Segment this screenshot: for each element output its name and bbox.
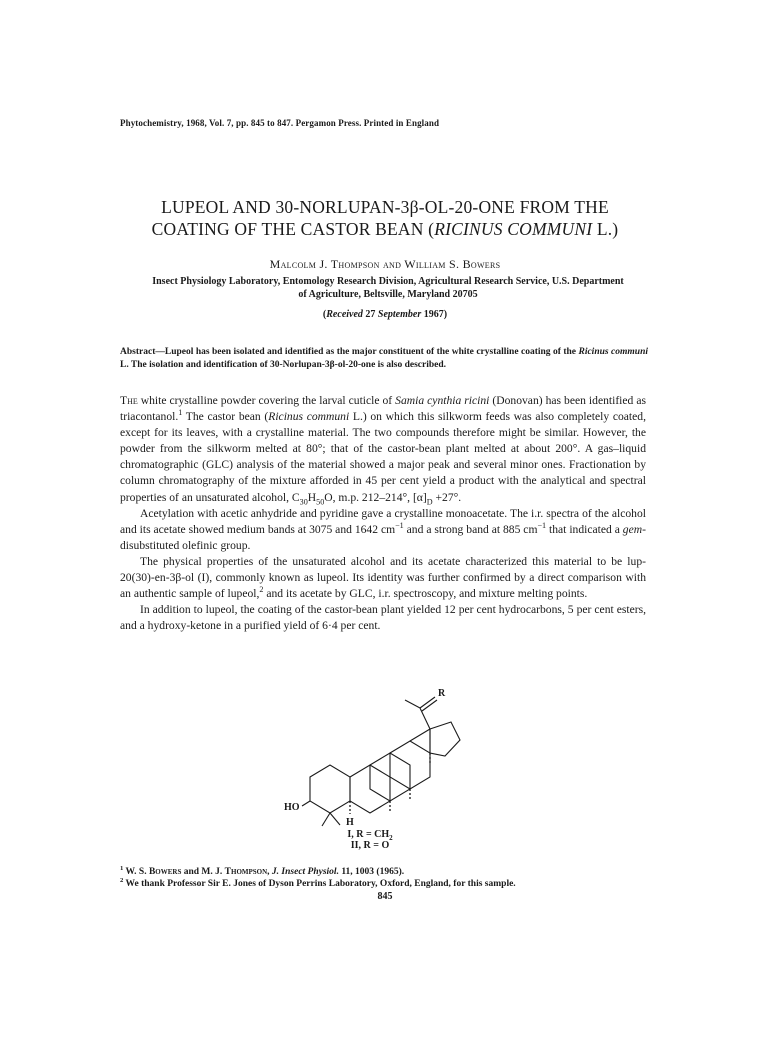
footnote-1-text: and M. J. xyxy=(181,867,225,877)
paragraph-3-text: The physical properties of the unsaturated alcohol and its acetate characterized this material to be lup-20(30)-en-3β-ol (I), commonly known as lupeol. Its identity was further confirmed by a direct comparison with an authentic sample of lupeol, xyxy=(120,554,646,601)
paragraph-2-text: and a strong band at 885 cm xyxy=(403,522,538,536)
received-label: Received xyxy=(326,309,363,320)
abstract-label: Abstract xyxy=(120,347,156,357)
paragraph-1 xyxy=(120,393,646,506)
paragraph-1-text: (Donovan) has been identified as triacontanol. xyxy=(120,394,646,424)
footnote-1 xyxy=(120,866,646,878)
compound-1-text: I, R = CH xyxy=(347,829,390,840)
footnote-1-journal: J. Insect Physiol. xyxy=(271,867,339,877)
article-body xyxy=(120,393,646,634)
title-line-2 xyxy=(100,218,670,240)
footnote-2-number: 2 xyxy=(120,876,124,884)
received-year: 1967) xyxy=(421,309,448,320)
footnote-1-author: Thompson xyxy=(224,867,268,877)
paragraph-1-opening-word: The xyxy=(120,394,138,407)
compound-1-label xyxy=(340,829,400,840)
paragraph-1-text: The castor bean ( xyxy=(182,410,269,424)
title-line-2-text: COATING OF THE CASTOR BEAN ( xyxy=(151,219,435,239)
species-ricinus: Ricinus communi xyxy=(268,410,350,424)
received-open: ( xyxy=(322,309,327,320)
footnote-1-text: , xyxy=(267,867,272,877)
ring-e xyxy=(430,722,460,756)
paragraph-2-text: -disubstituted olefinic group. xyxy=(120,522,646,552)
title-line-1: LUPEOL AND 30-NORLUPAN-3β-OL-20-ONE FROM THE xyxy=(161,197,609,217)
abstract-species: Ricinus communi xyxy=(578,347,648,357)
author-1: Malcolm J. Thompson xyxy=(269,257,380,271)
formula-element: H xyxy=(307,490,317,504)
r-group-label: R xyxy=(438,688,446,699)
paragraph-1-text: L.) on which this silkworm feeds was also completely coated, except for its leaves, with a crystalline material. The two compounds therefore might be similar. However, the powder from the silkworm melted at 80°; that of the castor-bean plant melted at about 200°. A gas–liquid chromatographic (GLC) analysis of the material showed a major peak and several minor ones. Fractionation by column chromatography of the mixture afforded in 45 per cent yield a product with the analytical and spectral properties of an unsaturated alcohol, C xyxy=(120,410,646,504)
received-day: 27 xyxy=(362,309,378,320)
unit-superscript: −1 xyxy=(395,520,404,530)
page-number: 845 xyxy=(377,891,393,902)
formula-subscript: 30 xyxy=(299,496,308,506)
reference-2: 2 xyxy=(259,585,264,595)
footnotes xyxy=(120,866,646,890)
footnote-1-author: Bowers xyxy=(148,867,182,877)
ring-a xyxy=(310,765,350,813)
unit-superscript: −1 xyxy=(537,520,547,530)
paragraph-1-text: +27°. xyxy=(432,490,462,504)
side-chain-bond xyxy=(420,708,430,729)
reference-1: 1 xyxy=(178,408,183,418)
author-and: and xyxy=(379,257,405,271)
title-line-2-end: L.) xyxy=(592,219,619,239)
formula-subscript: 50 xyxy=(316,496,325,506)
received-month: September xyxy=(377,309,422,320)
paragraph-2-text: that indicated a xyxy=(546,522,623,536)
d-e-bond xyxy=(410,729,430,741)
compound-1-subscript: 2 xyxy=(389,834,393,842)
hydroxyl-bond xyxy=(302,801,310,806)
title-species: RICINUS COMMUNI xyxy=(434,219,593,239)
author-2: William S. Bowers xyxy=(404,257,501,271)
paragraph-1-text: O, m.p. 212–214°, [α] xyxy=(324,490,427,504)
hydroxyl-label: HO xyxy=(284,802,300,813)
footnote-1-text: 11, 1003 (1965). xyxy=(338,867,405,877)
compound-2-label: II, R = O xyxy=(350,840,390,851)
c4-methyl-1 xyxy=(322,813,330,826)
paragraph-4: In addition to lupeol, the coating of the castor-bean plant yielded 12 per cent hydrocarbons, 5 per cent esters, and a hydroxy-ketone in a purified yield of 6·4 per cent. xyxy=(120,603,646,633)
paragraph-1-text: white crystalline powder covering the larval cuticle of xyxy=(137,394,396,407)
paragraph-2-text: Acetylation with acetic anhydride and pyridine gave a crystalline monoacetate. The i.r. spectra of the alcohol and its acetate showed medium bands at 3075 and 1642 cm xyxy=(120,506,646,536)
paragraph-3 xyxy=(120,554,646,602)
c4-methyl-2 xyxy=(330,813,340,825)
side-chain-methyl xyxy=(405,700,420,708)
ring-bonds xyxy=(302,697,460,826)
affiliation: Insect Physiology Laboratory, Entomology Research Division, Agricultural Research Service, U.S. Department of Agriculture, Beltsville, Maryland 20705 xyxy=(152,276,624,300)
footnote-1-number: 1 xyxy=(120,864,124,872)
author-line xyxy=(100,257,670,272)
paragraph-3-text: and its acetate by GLC, i.r. spectroscopy, and mixture melting points. xyxy=(263,587,588,601)
footnote-2-text: We thank Professor Sir E. Jones of Dyson Perrins Laboratory, Oxford, England, for this sample. xyxy=(123,879,516,889)
abstract xyxy=(120,346,648,371)
compound-labels xyxy=(340,829,400,851)
paragraph-2 xyxy=(120,506,646,554)
article-title xyxy=(100,196,670,240)
footnote-2 xyxy=(120,878,646,890)
abstract-text-1: —Lupeol has been isolated and identified as the major constituent of the white crystalline coating of the xyxy=(155,347,579,357)
received-date xyxy=(100,309,670,320)
gem-term: gem xyxy=(622,522,643,536)
journal-citation: Phytochemistry, 1968, Vol. 7, pp. 845 to 847. Pergamon Press. Printed in England xyxy=(120,118,440,128)
abstract-text-2: L. The isolation and identification of 30-Norlupan-3β-ol-20-one is also described. xyxy=(120,359,447,370)
species-samia: Samia cynthia ricini xyxy=(395,394,490,407)
hydrogen-label: H xyxy=(346,817,354,828)
footnote-1-text: W. S. xyxy=(123,867,149,877)
rotation-subscript: D xyxy=(426,496,433,506)
